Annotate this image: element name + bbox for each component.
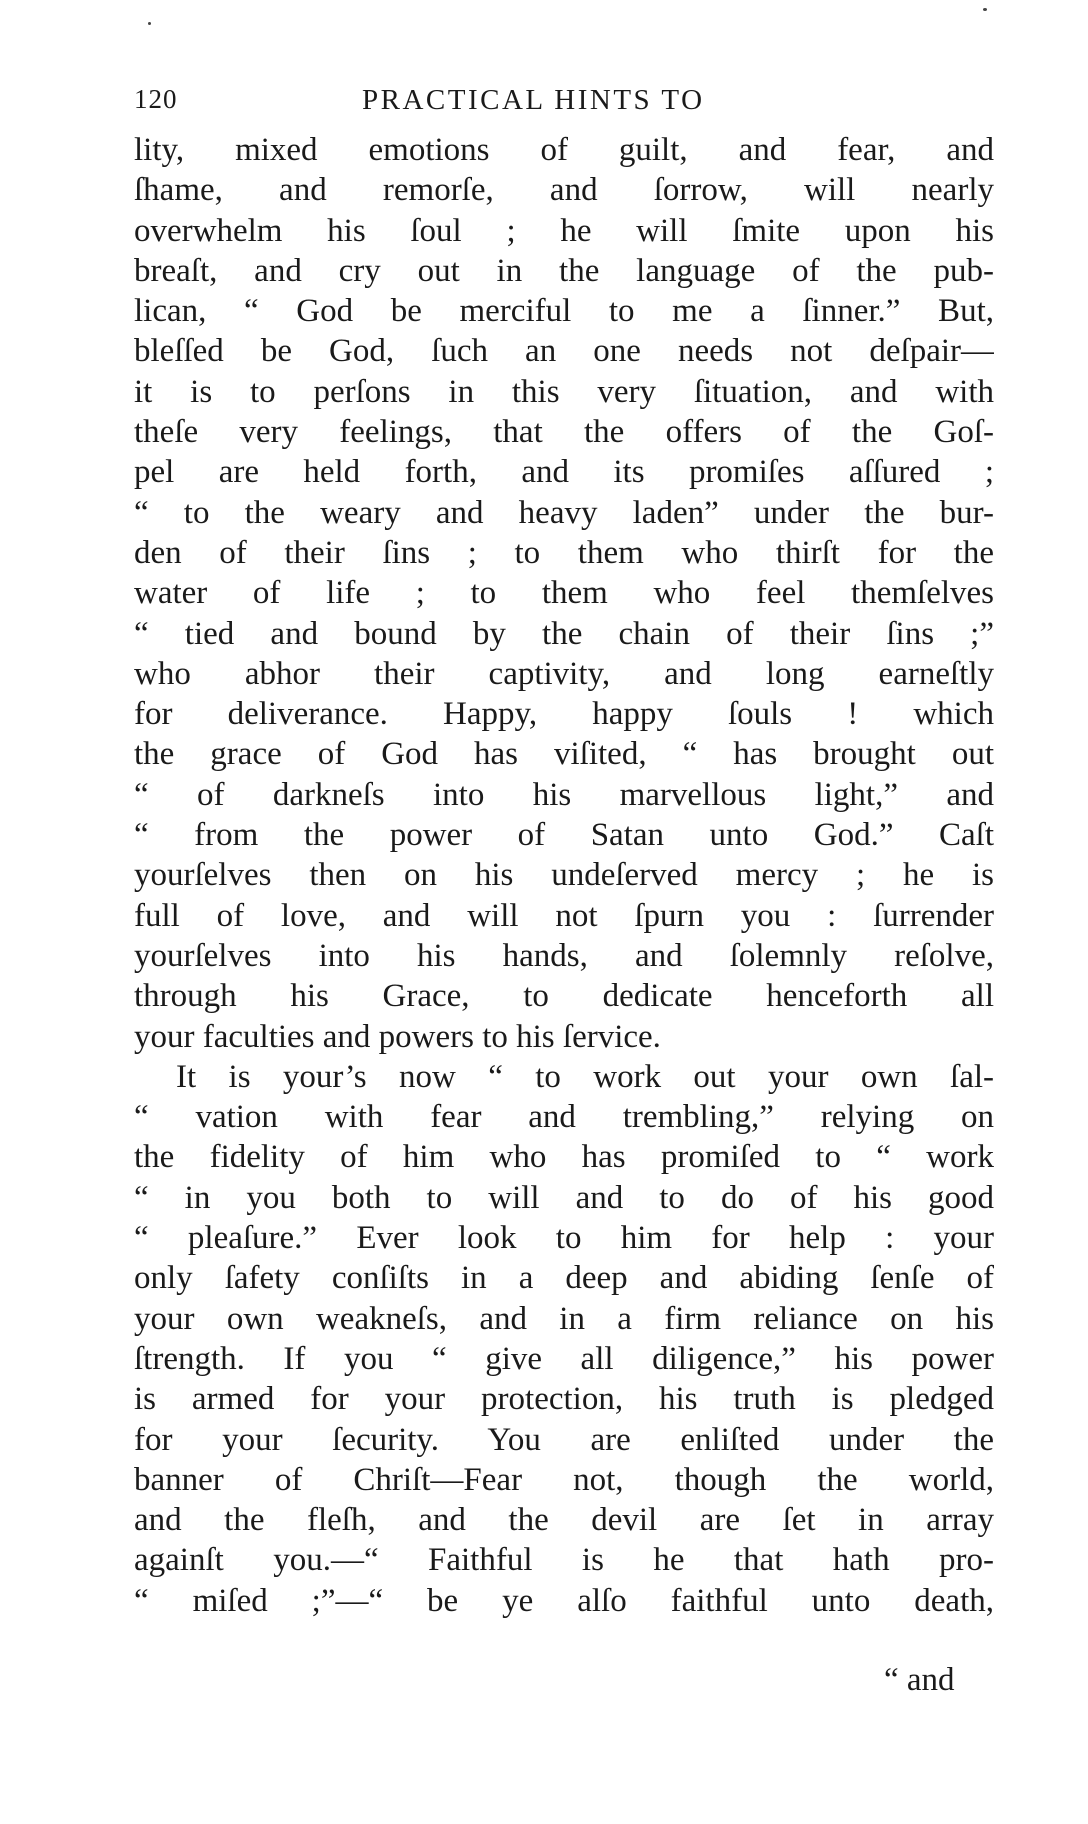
text-line: den of their ſins ; to them who thirſt for the <box>134 534 994 571</box>
text-line: and the fleſh, and the devil are ſet in array <box>134 1502 994 1539</box>
text-line: for deliverance. Happy, happy ſouls ! which <box>134 696 994 733</box>
text-line: ſtrength. If you “ give all diligence,” his power <box>134 1340 994 1377</box>
page-header <box>134 84 994 124</box>
text-line: breaſt, and cry out in the language of the pub- <box>134 252 994 289</box>
text-line: only ſafety conſiſts in a deep and abiding ſenſe of <box>134 1260 994 1297</box>
paragraph-2 <box>134 1057 994 1621</box>
text-line: lican, “ God be merciful to me a ſinner.” But, <box>134 293 994 330</box>
text-line: it is to perſons in this very ſituation, and with <box>134 373 994 410</box>
text-line: through his Grace, to dedicate henceforth all <box>134 978 994 1015</box>
ink-speck <box>148 22 151 25</box>
text-line: “ from the power of Satan unto God.” Caſt <box>134 817 994 854</box>
text-line: “ pleaſure.” Ever look to him for help : your <box>134 1220 994 1257</box>
text-line: “ in you both to will and to do of his good <box>134 1179 994 1216</box>
text-line: lity, mixed emotions of guilt, and fear, and <box>134 132 994 168</box>
text-line: “ tied and bound by the chain of their ſins ;” <box>134 615 994 652</box>
text-line: bleſſed be God, ſuch an one needs not deſpair— <box>134 333 994 370</box>
running-head: PRACTICAL HINTS TO <box>362 84 705 116</box>
text-line: water of life ; to them who feel themſelves <box>134 575 994 612</box>
text-line: the fidelity of him who has promiſed to “ work <box>134 1139 994 1176</box>
text-line: It is your’s now “ to work out your own ſal- <box>176 1058 994 1095</box>
text-line: for your ſecurity. You are enliſted under the <box>134 1421 994 1458</box>
text-line: pel are held forth, and its promiſes aſſured ; <box>134 454 994 491</box>
text-line: the grace of God has viſited, “ has brought out <box>134 736 994 773</box>
text-line: banner of Chriſt—Fear not, though the world, <box>134 1461 994 1498</box>
text-line: full of love, and will not ſpurn you : ſurrender <box>134 897 994 934</box>
text-line: your own weakneſs, and in a firm reliance on his <box>134 1300 994 1337</box>
text-line: your faculties and powers to his ſervice. <box>134 1018 661 1055</box>
text-line: yourſelves then on his undeſerved mercy ; he is <box>134 857 994 894</box>
text-line: “ vation with fear and trembling,” relying on <box>134 1099 994 1136</box>
text-line: againſt you.—“ Faithful is he that hath pro- <box>134 1542 994 1579</box>
text-line: theſe very feelings, that the offers of the Goſ- <box>134 414 994 451</box>
text-line: who abhor their captivity, and long earneſtly <box>134 655 994 692</box>
text-line: “ of darkneſs into his marvellous light,” and <box>134 776 994 813</box>
body-text <box>134 130 994 1621</box>
catchword: “ and <box>884 1662 955 1698</box>
text-line: overwhelm his ſoul ; he will ſmite upon his <box>134 212 994 249</box>
paragraph-1 <box>134 130 994 1057</box>
text-line: yourſelves into his hands, and ſolemnly reſolve, <box>134 937 994 974</box>
text-line: ſhame, and remorſe, and ſorrow, will nearly <box>134 172 994 209</box>
text-line: is armed for your protection, his truth is pledged <box>134 1381 994 1418</box>
page-number: 120 <box>134 84 178 114</box>
text-line: “ miſed ;”—“ be ye alſo faithful unto death, <box>134 1582 994 1619</box>
text-line: “ to the weary and heavy laden” under the bur- <box>134 494 994 531</box>
ink-speck <box>983 8 987 11</box>
